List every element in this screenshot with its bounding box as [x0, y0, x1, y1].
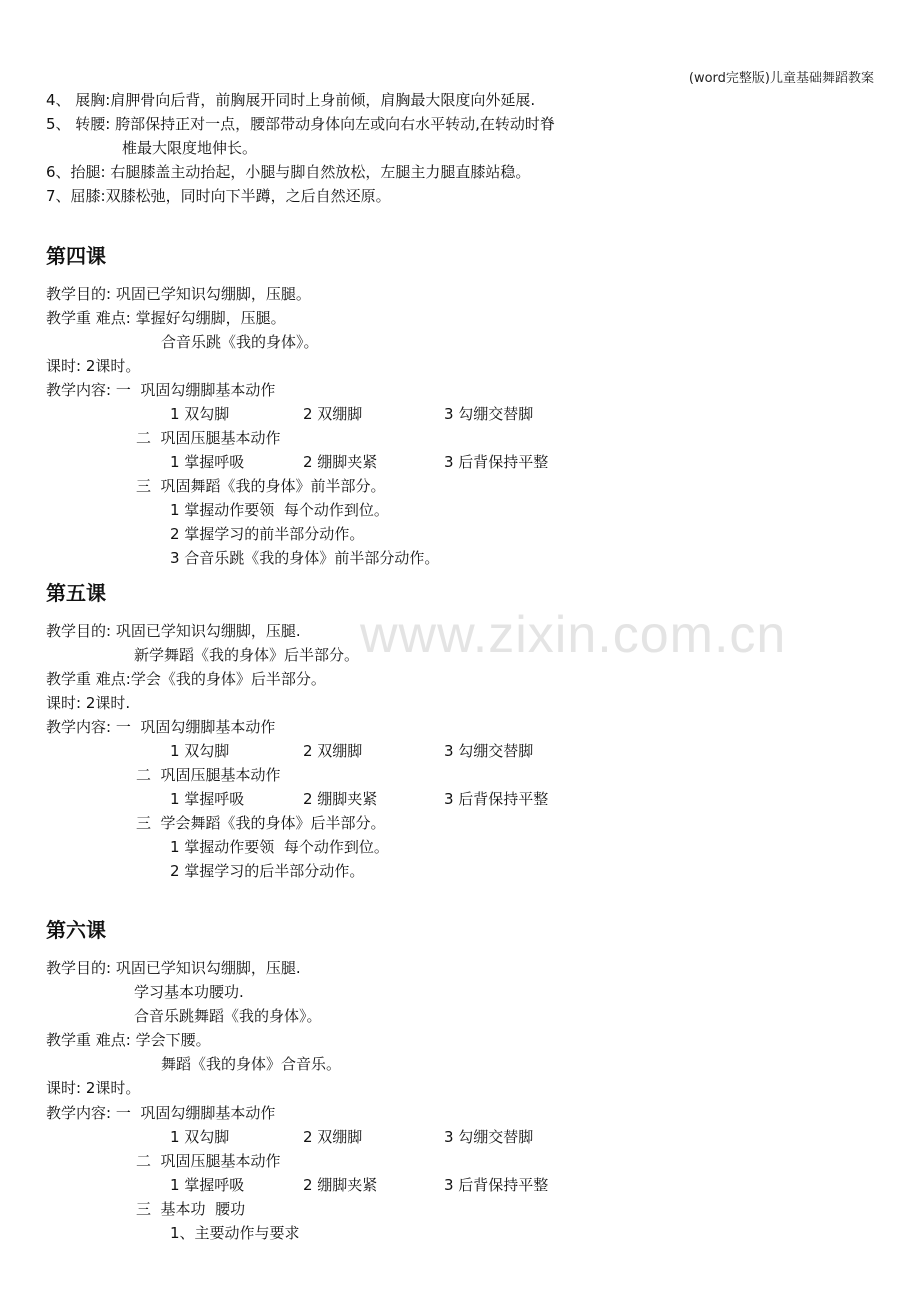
- lesson6-r1-a: 1 双勾脚: [170, 1128, 230, 1146]
- lesson6-r1-b: 2 双绷脚: [303, 1128, 363, 1146]
- lesson4-content: 教学内容: 一 巩固勾绷脚基本动作: [46, 381, 276, 399]
- lesson6-section-2: 二 巩固压腿基本动作: [136, 1152, 281, 1170]
- lesson4-r2-b: 2 绷脚夹紧: [303, 453, 378, 471]
- intro-item-5: 5、 转腰: 胯部保持正对一点，腰部带动身体向左或向右水平转动,在转动时脊: [46, 115, 555, 133]
- intro-item-6: 6、抬腿: 右腿膝盖主动抬起，小腿与脚自然放松，左腿主力腿直膝站稳。: [46, 163, 531, 181]
- lesson6-goal-3: 合音乐跳舞蹈《我的身体》。: [134, 1007, 322, 1025]
- lesson4-hours: 课时: 2课时。: [46, 357, 141, 375]
- lesson4-r1-c: 3 勾绷交替脚: [444, 405, 534, 423]
- lesson5-r1-b: 2 双绷脚: [303, 742, 363, 760]
- watermark: www.zixin.com.cn: [360, 606, 787, 664]
- intro-item-7: 7、屈膝:双膝松弛，同时向下半蹲，之后自然还原。: [46, 187, 391, 205]
- lesson4-detail-2: 2 掌握学习的前半部分动作。: [170, 525, 365, 543]
- lesson4-r2-c: 3 后背保持平整: [444, 453, 549, 471]
- lesson6-key: 教学重 难点: 学会下腰。: [46, 1031, 211, 1049]
- lesson6-title: 第六课: [46, 918, 106, 942]
- lesson6-r2-a: 1 掌握呼吸: [170, 1176, 245, 1194]
- lesson6-goal: 教学目的: 巩固已学知识勾绷脚，压腿.: [46, 959, 301, 977]
- lesson4-r1-b: 2 双绷脚: [303, 405, 363, 423]
- page-header: (word完整版)儿童基础舞蹈教案: [688, 71, 874, 86]
- lesson6-r2-b: 2 绷脚夹紧: [303, 1176, 378, 1194]
- lesson6-content: 教学内容: 一 巩固勾绷脚基本动作: [46, 1104, 276, 1122]
- lesson6-hours: 课时: 2课时。: [46, 1079, 141, 1097]
- lesson5-r1-c: 3 勾绷交替脚: [444, 742, 534, 760]
- lesson5-goal: 教学目的: 巩固已学知识勾绷脚，压腿.: [46, 622, 301, 640]
- lesson4-key: 教学重 难点: 掌握好勾绷脚，压腿。: [46, 309, 286, 327]
- lesson6-section-3: 三 基本功 腰功: [136, 1200, 246, 1218]
- lesson5-key: 教学重 难点:学会《我的身体》后半部分。: [46, 670, 326, 688]
- intro-item-5-cont: 椎最大限度地伸长。: [122, 139, 258, 157]
- lesson4-goal: 教学目的: 巩固已学知识勾绷脚，压腿。: [46, 285, 311, 303]
- lesson5-r2-a: 1 掌握呼吸: [170, 790, 245, 808]
- lesson4-r2-a: 1 掌握呼吸: [170, 453, 245, 471]
- lesson4-detail-3: 3 合音乐跳《我的身体》前半部分动作。: [170, 549, 440, 567]
- lesson5-content: 教学内容: 一 巩固勾绷脚基本动作: [46, 718, 276, 736]
- lesson4-r1-a: 1 双勾脚: [170, 405, 230, 423]
- lesson4-section-3: 三 巩固舞蹈《我的身体》前半部分。: [136, 477, 386, 495]
- intro-item-4: 4、 展胸:肩胛骨向后背，前胸展开同时上身前倾，肩胸最大限度向外延展.: [46, 91, 536, 109]
- lesson5-detail-1: 1 掌握动作要领 每个动作到位。: [170, 838, 389, 856]
- lesson5-section-3: 三 学会舞蹈《我的身体》后半部分。: [136, 814, 386, 832]
- lesson6-detail-1: 1、主要动作与要求: [170, 1224, 300, 1242]
- lesson5-r2-b: 2 绷脚夹紧: [303, 790, 378, 808]
- lesson5-detail-2: 2 掌握学习的后半部分动作。: [170, 862, 365, 880]
- lesson5-r1-a: 1 双勾脚: [170, 742, 230, 760]
- lesson5-r2-c: 3 后背保持平整: [444, 790, 549, 808]
- lesson4-title: 第四课: [46, 244, 106, 268]
- lesson5-goal-2: 新学舞蹈《我的身体》后半部分。: [134, 646, 360, 664]
- lesson4-detail-1: 1 掌握动作要领 每个动作到位。: [170, 501, 389, 519]
- lesson5-title: 第五课: [46, 581, 106, 605]
- lesson5-section-2: 二 巩固压腿基本动作: [136, 766, 281, 784]
- lesson5-hours: 课时: 2课时.: [46, 694, 131, 712]
- lesson6-r1-c: 3 勾绷交替脚: [444, 1128, 534, 1146]
- lesson4-section-2: 二 巩固压腿基本动作: [136, 429, 281, 447]
- lesson6-goal-2: 学习基本功腰功.: [134, 983, 244, 1001]
- lesson4-key-2: 合音乐跳《我的身体》。: [161, 333, 319, 351]
- lesson6-r2-c: 3 后背保持平整: [444, 1176, 549, 1194]
- lesson6-key-2: 舞蹈《我的身体》合音乐。: [161, 1055, 342, 1073]
